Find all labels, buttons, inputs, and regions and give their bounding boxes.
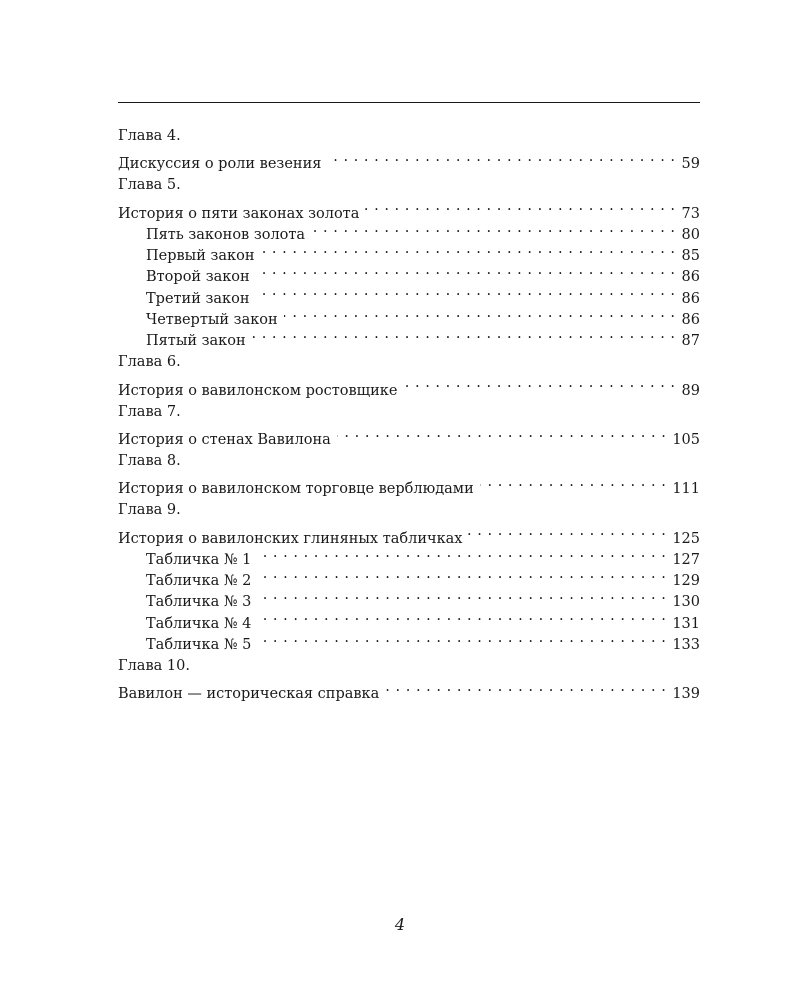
entry-title: Табличка № 2 <box>146 573 252 590</box>
entry-page-number: 86 <box>681 269 700 286</box>
entry-page-number: 139 <box>672 686 700 703</box>
entry-title: История о вавилонском ростовщике <box>118 382 398 399</box>
header-rule <box>118 102 700 103</box>
chapter-label: Глава 8. <box>118 452 181 469</box>
chapter-label: Глава 4. <box>118 128 181 144</box>
entry-title: Табличка № 1 <box>146 551 252 568</box>
dot-leader <box>327 147 675 168</box>
toc-entry[interactable] <box>118 147 700 173</box>
toc-chapter <box>118 402 700 448</box>
dot-leader <box>284 303 676 324</box>
dot-leader <box>257 543 666 564</box>
toc-entry[interactable] <box>118 677 700 703</box>
page-number: 4 <box>394 915 406 934</box>
entry-title: Пять законов золота <box>146 226 306 243</box>
entry-page-number: 73 <box>681 205 700 222</box>
dot-leader <box>252 324 676 345</box>
entry-title: Пятый закон <box>146 333 246 350</box>
toc-chapter <box>118 126 700 173</box>
entry-title: Второй закон <box>146 269 250 286</box>
dot-leader <box>257 628 666 649</box>
dot-leader <box>468 521 666 542</box>
toc-entry[interactable] <box>118 196 700 222</box>
dot-leader <box>257 564 666 585</box>
toc-chapter <box>118 352 700 399</box>
entry-title: Табличка № 4 <box>146 615 252 632</box>
entry-page-number: 105 <box>672 431 700 448</box>
toc-entry[interactable] <box>118 373 700 399</box>
toc-entry[interactable] <box>118 423 700 448</box>
entry-page-number: 89 <box>681 382 700 399</box>
entry-page-number: 129 <box>672 573 700 590</box>
toc-chapter <box>118 500 700 654</box>
entry-page-number: 125 <box>672 530 700 547</box>
entry-page-number: 80 <box>681 226 700 243</box>
entry-page-number: 133 <box>672 637 700 654</box>
entry-title: Табличка № 5 <box>146 637 252 654</box>
dot-leader <box>365 196 675 217</box>
entry-title: История о вавилонском торговце верблюдами <box>118 481 474 498</box>
chapter-label: Глава 9. <box>118 502 181 519</box>
entry-page-number: 131 <box>672 615 700 632</box>
toc-entry[interactable] <box>118 472 700 498</box>
chapter-label: Глава 10. <box>118 658 190 675</box>
entry-title: История о вавилонских глиняных табличках <box>118 530 463 547</box>
dot-leader <box>256 281 676 302</box>
entry-title: История о пяти законах золота <box>118 205 360 222</box>
entry-title: Вавилон — историческая справка <box>118 686 380 703</box>
entry-title: Четвертый закон <box>146 312 278 329</box>
chapter-label: Глава 6. <box>118 354 181 371</box>
entry-page-number: 86 <box>681 312 700 329</box>
dot-leader <box>480 472 667 493</box>
toc-chapter <box>118 656 700 703</box>
entry-page-number: 130 <box>672 594 700 611</box>
toc-chapter <box>118 175 700 350</box>
entry-page-number: 85 <box>681 248 700 265</box>
entry-title: Третий закон <box>146 290 250 307</box>
dot-leader <box>257 585 666 606</box>
dot-leader <box>257 606 666 627</box>
entry-title: Табличка № 3 <box>146 594 252 611</box>
entry-title: История о стенах Вавилона <box>118 431 331 448</box>
dot-leader <box>256 260 676 281</box>
dot-leader <box>403 373 675 394</box>
dot-leader <box>261 239 676 260</box>
chapter-label: Глава 7. <box>118 403 181 420</box>
toc-chapter <box>118 451 700 498</box>
entry-page-number: 86 <box>681 290 700 307</box>
entry-page-number: 111 <box>672 481 700 498</box>
entry-page-number: 127 <box>672 551 700 568</box>
entry-page-number: 87 <box>681 333 700 350</box>
dot-leader <box>337 423 667 444</box>
toc-entry[interactable] <box>118 521 700 547</box>
chapter-label: Глава 5. <box>118 177 181 194</box>
dot-leader <box>311 218 675 239</box>
table-of-contents <box>118 126 700 705</box>
entry-title: Дискуссия о роли везения <box>118 156 322 173</box>
entry-title: Первый закон <box>146 248 255 265</box>
entry-page-number: 59 <box>681 156 700 173</box>
dot-leader <box>385 677 666 698</box>
